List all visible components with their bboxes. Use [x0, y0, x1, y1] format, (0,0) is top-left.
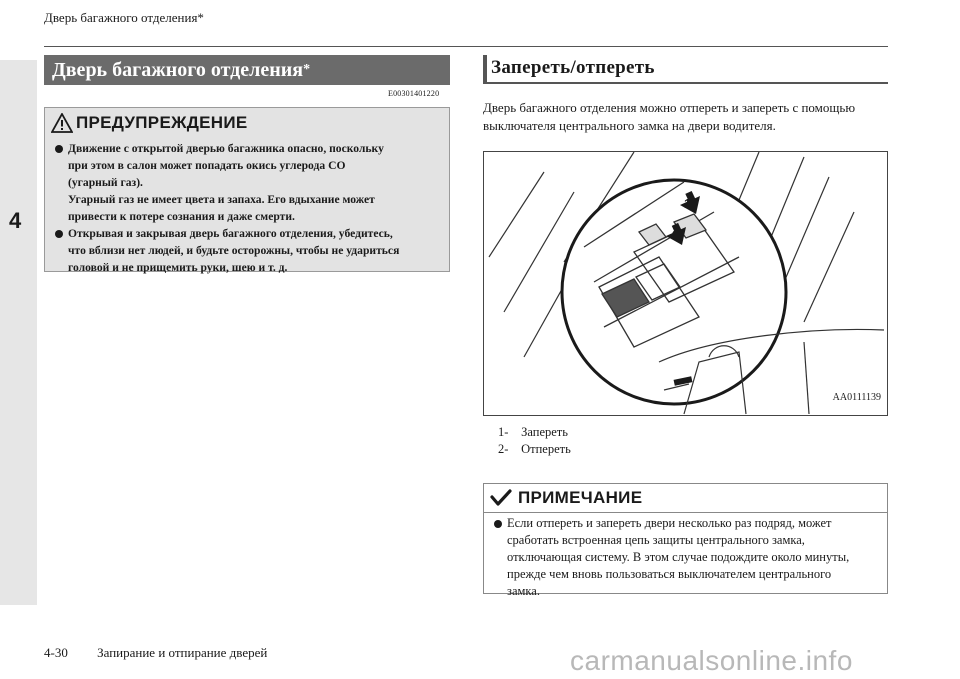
warning-title: ПРЕДУПРЕЖДЕНИЕ — [76, 113, 248, 132]
intro-line: выключателя центрального замка на двери водителя. — [483, 118, 776, 133]
warning-line: Угарный газ не имеет цвета и запаха. Его вдыхание может — [68, 193, 375, 206]
warning-line: при этом в салон может попадать окись углерода CO — [68, 159, 346, 172]
section-title-mark: * — [303, 62, 311, 77]
warning-line: привести к потере сознания и даже смерти. — [68, 210, 295, 223]
caption-text: Запереть — [521, 425, 568, 439]
warning-triangle-icon — [51, 113, 73, 133]
running-header: Дверь багажного отделения* — [44, 10, 204, 25]
note-body — [494, 515, 879, 600]
header-rule — [44, 46, 888, 47]
note-title: ПРИМЕЧАНИЕ — [518, 488, 643, 507]
bullet-dot — [55, 230, 63, 238]
note-line: прежде чем вновь пользоваться выключателем центрального — [507, 567, 832, 581]
caption-text: Отпереть — [521, 442, 571, 456]
section-title: Дверь багажного отделения — [52, 59, 304, 81]
caption-number: 1- — [498, 425, 509, 439]
note-line: замка. — [507, 584, 540, 598]
note-item — [494, 515, 879, 600]
footer-chapter-title: Запирание и отпирание дверей — [97, 645, 268, 660]
intro-paragraph — [483, 99, 888, 135]
bullet-dot — [55, 145, 63, 153]
figure-code: AA0111139 — [832, 392, 881, 403]
caption-row — [498, 424, 571, 441]
warning-item — [55, 140, 445, 225]
note-box — [483, 483, 888, 598]
warning-header — [51, 112, 248, 134]
section-code: E00301401220 — [388, 89, 440, 98]
page-footer — [44, 645, 267, 661]
warning-box — [44, 107, 450, 272]
door-switch-figure — [483, 151, 888, 416]
chapter-side-tab — [0, 60, 37, 605]
lock-heading-text: Запереть/отпереть — [491, 57, 655, 78]
bullet-dot — [494, 520, 502, 528]
intro-line: Дверь багажного отделения можно отпереть и запереть с помощью — [483, 100, 856, 115]
note-header — [490, 488, 642, 508]
warning-line: Движение с открытой дверью багажника опасно, поскольку — [68, 142, 384, 155]
caption-number: 2- — [498, 442, 509, 456]
warning-line: головой и не прищемить руки, шею и т. д. — [68, 261, 288, 274]
note-check-icon — [490, 488, 512, 508]
caption-row — [498, 441, 571, 458]
warning-line: (угарный газ). — [68, 176, 143, 189]
figure-caption — [498, 424, 571, 458]
figure-label-lock: 1 — [684, 196, 692, 211]
warning-line: Открывая и закрывая дверь багажного отделения, убедитесь, — [68, 227, 393, 240]
page-number: 4-30 — [44, 645, 68, 660]
door-switch-illustration — [484, 152, 888, 416]
note-line: сработать встроенная цепь защиты центрального замка, — [507, 533, 805, 547]
warning-item — [55, 225, 445, 276]
note-line: Если отпереть и запереть двери несколько раз подряд, может — [507, 516, 832, 530]
warning-body — [55, 140, 445, 276]
note-line: отключающая систему. В этом случае подождите около минуты, — [507, 550, 850, 564]
note-divider — [484, 512, 887, 513]
lock-unlock-heading — [483, 55, 888, 84]
chapter-number: 4 — [9, 208, 22, 233]
section-title-banner — [44, 55, 450, 85]
warning-line: что вблизи нет людей, и будьте осторожны, чтобы не удариться — [68, 244, 400, 257]
figure-label-unlock: 2 — [672, 222, 680, 237]
watermark: carmanualsonline.info — [570, 645, 853, 676]
